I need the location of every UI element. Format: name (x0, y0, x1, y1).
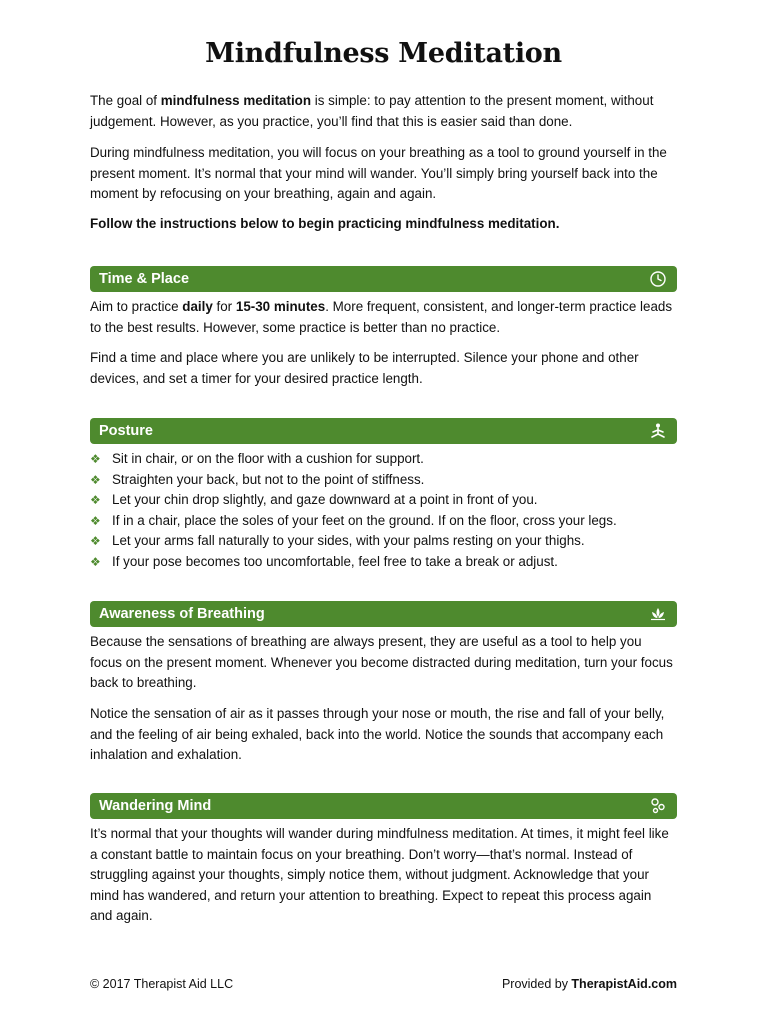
list-item-text: Let your arms fall naturally to your sides, with your palms resting on your thighs. (112, 533, 585, 548)
section-header-breathing (90, 601, 677, 627)
section-title: Posture (99, 423, 153, 439)
time-place-paragraph-1 (90, 297, 677, 338)
section-title: Wandering Mind (99, 798, 212, 814)
provided-by (502, 977, 677, 991)
time-place-paragraph-2-text: Find a time and place where you are unlikely to be interrupted. Silence your phone and other devices, and set a timer for your desired practice length. (90, 350, 639, 386)
list-item (90, 490, 677, 511)
diamond-bullet-icon: ❖ (90, 472, 101, 487)
list-item-text: Sit in chair, or on the floor with a cushion for support. (112, 451, 424, 466)
clock-icon (648, 269, 668, 289)
list-item-text: Let your chin drop slightly, and gaze downward at a point in front of you. (112, 492, 538, 507)
diamond-bullet-icon: ❖ (90, 534, 101, 548)
brand-name: TherapistAid.com (571, 977, 677, 991)
posture-list (90, 449, 677, 572)
list-item (90, 449, 677, 470)
list-item-text: If in a chair, place the soles of your feet on the ground. If on the floor, cross your legs. (112, 512, 617, 528)
copyright-text: © 2017 Therapist Aid LLC (90, 977, 234, 991)
wandering-paragraph (90, 824, 677, 927)
text-span: . More frequent, consistent, and longer-term practice leads to the best results. However, some practice is better than no practice. (90, 299, 673, 335)
intro-paragraph-2 (90, 143, 677, 205)
section-title: Awareness of Breathing (99, 606, 265, 622)
diamond-bullet-icon: ❖ (90, 513, 101, 528)
list-item (90, 531, 677, 552)
bold-duration: 15-30 minutes (235, 299, 326, 314)
intro-paragraph-1 (90, 91, 677, 132)
intro-text-end: is simple: to pay attention to the present moment, without judgement. However, as you practice, you’ll find that this is easier said than done. (90, 93, 654, 129)
page-title: Mindfulness Meditation (205, 38, 562, 69)
section-header-wandering-mind (90, 793, 677, 819)
time-place-paragraph-2 (90, 348, 677, 389)
text-span: Aim to practice (90, 299, 183, 314)
wandering-paragraph-text: It’s normal that your thoughts will wander during mindfulness meditation. At times, it might feel like a constant battle to maintain focus on your breathing. Don’t worry—that’s normal. Instead of struggling against your thoughts, simply notice them, without judgment. Acknowledge that your mind has wandered, and return your attention to breathing. Expect to repeat this process again and again. (90, 826, 669, 923)
meditating-person-icon (648, 421, 668, 441)
section-header-time-place (90, 266, 677, 292)
page-footer (90, 977, 677, 991)
list-item (90, 470, 677, 491)
intro-bold-term: mindfulness meditation (160, 93, 312, 108)
thought-bubbles-icon (648, 796, 668, 816)
section-header-posture (90, 418, 677, 444)
instruction-line (90, 214, 677, 235)
list-item-text: Straighten your back, but not to the point of stiffness. (112, 471, 425, 487)
breathing-paragraph-1 (90, 632, 677, 694)
diamond-bullet-icon: ❖ (90, 493, 101, 507)
intro-paragraph-2-text: During mindfulness meditation, you will focus on your breathing as a tool to ground yourself in the present moment. It’s normal that your mind will wander. You’ll simply bring yourself back into the moment by refocusing on your breathing, again and again. (90, 145, 667, 201)
instruction-text: Follow the instructions below to begin practicing mindfulness meditation. (90, 216, 560, 231)
breathing-paragraph-1-text: Because the sensations of breathing are always present, they are useful as a tool to help you focus on the present moment. Whenever you become distracted during meditation, turn your focus back to breathing. (90, 634, 673, 690)
bold-daily: daily (182, 299, 213, 314)
breathing-paragraph-2-text: Notice the sensation of air as it passes through your nose or mouth, the rise and fall of your belly, and the feeling of air being exhaled, back into the world. Notice the sounds that accompany each inhalation and exhalation. (90, 706, 665, 762)
list-item (90, 552, 677, 573)
text-span: for (212, 299, 236, 314)
section-title: Time & Place (99, 271, 190, 287)
intro-text: The goal of (90, 93, 161, 108)
list-item (90, 511, 677, 532)
lotus-icon (648, 604, 668, 624)
diamond-bullet-icon: ❖ (90, 452, 101, 466)
list-item-text: If your pose becomes too uncomfortable, feel free to take a break or adjust. (112, 553, 558, 569)
diamond-bullet-icon: ❖ (90, 554, 101, 569)
breathing-paragraph-2 (90, 704, 677, 766)
provided-by-label: Provided by (501, 977, 572, 991)
